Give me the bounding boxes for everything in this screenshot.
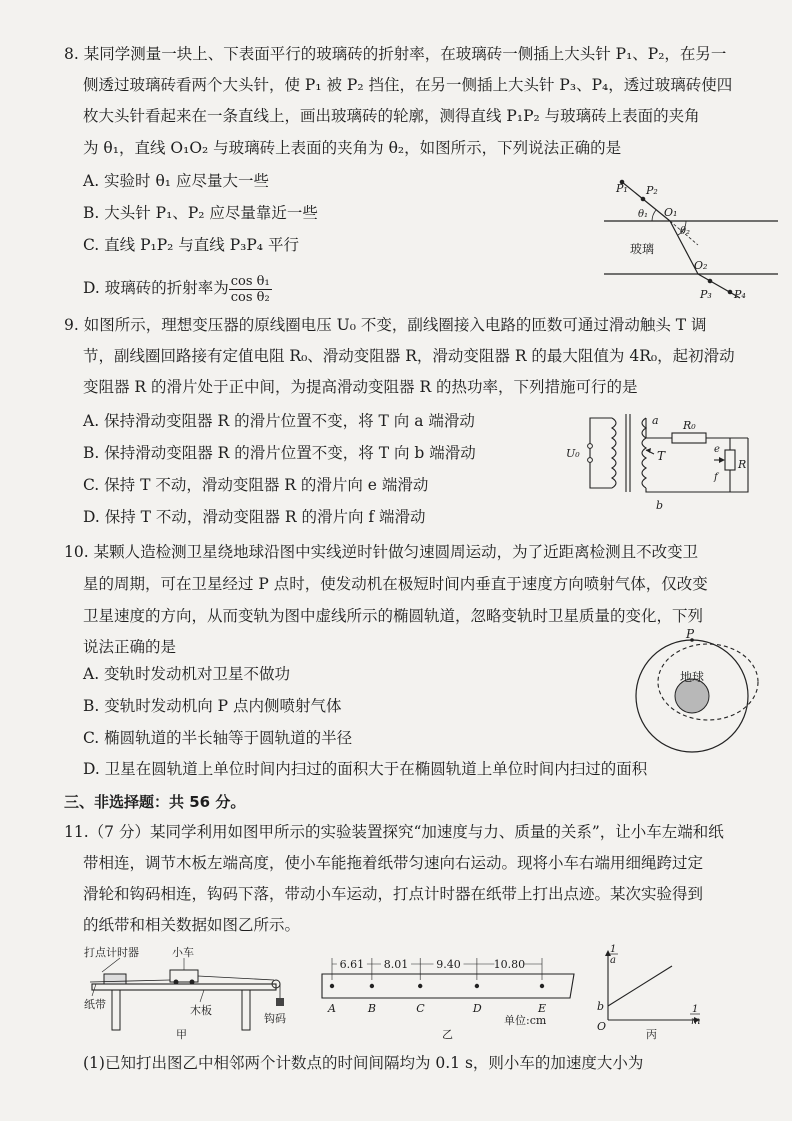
tape-point-label: E bbox=[538, 1002, 547, 1015]
q8-fig-o1: O₁ bbox=[664, 206, 678, 219]
q10-option-c: C. 椭圆轨道的半长轴等于圆轨道的半径 bbox=[83, 729, 353, 747]
q8-fig-theta1: θ₁ bbox=[638, 209, 649, 220]
q11-graph-origin: O bbox=[597, 1020, 607, 1033]
q8-option-d-fraction bbox=[229, 274, 272, 305]
q11-graph-ylabel-den: a bbox=[610, 955, 616, 966]
q9-option-c: C. 保持 T 不动，滑动变阻器 R 的滑片向 e 端滑动 bbox=[83, 476, 429, 494]
q8-fig-p3: P₃ bbox=[700, 288, 712, 301]
q11-fig-timer-label: 打点计时器 bbox=[84, 946, 139, 959]
q11-fig-jia-caption: 甲 bbox=[176, 1028, 187, 1041]
q9-line-1: 9. 如图所示，理想变压器的原线圈电压 U₀ 不变，副线圈接入电路的匝数可通过滑动触头 T 调 bbox=[64, 316, 707, 334]
q9-fig-b: b bbox=[656, 499, 664, 512]
q11-fig-weight-label: 钩码 bbox=[264, 1012, 286, 1025]
q11-fig-tape-label: 纸带 bbox=[84, 998, 106, 1011]
q9-fig-e: e bbox=[714, 444, 720, 455]
q11-graph-ylabel-num: 1 bbox=[610, 944, 617, 955]
q9-fig-r0: R₀ bbox=[683, 419, 696, 432]
q11-sub-question-1: (1)已知打出图乙中相邻两个计数点的时间间隔均为 0.1 s，则小车的加速度大小为 bbox=[83, 1054, 644, 1072]
q8-option-b: B. 大头针 P₁、P₂ 应尽量靠近一些 bbox=[83, 204, 318, 222]
tape-gap-label: 8.01 bbox=[383, 958, 409, 971]
q10-option-b: B. 变轨时发动机向 P 点内侧喷射气体 bbox=[83, 697, 342, 715]
q11-tape-caption: 乙 bbox=[442, 1028, 453, 1041]
q11-fig-car-label: 小车 bbox=[172, 946, 194, 959]
tape-gap-label: 10.80 bbox=[493, 958, 526, 971]
q8-fig-glass-label: 玻璃 bbox=[630, 242, 655, 256]
q9-line-3: 变阻器 R 的滑片处于正中间，为提高滑动变阻器 R 的热功率，下列措施可行的是 bbox=[83, 378, 638, 396]
q8-fig-p4: P₄ bbox=[734, 288, 746, 301]
q10-line-1: 10. 某颗人造检测卫星绕地球沿图中实线逆时针做匀速圆周运动，为了近距离检测且不改变卫 bbox=[64, 543, 699, 561]
q8-option-a: A. 实验时 θ₁ 应尽量大一些 bbox=[83, 172, 269, 190]
q8-option-d-denominator: cos θ₂ bbox=[230, 289, 270, 305]
tape-point-label: B bbox=[367, 1002, 376, 1015]
tape-dot bbox=[370, 984, 374, 988]
q8-line-4: 为 θ₁，直线 O₁O₂ 与玻璃砖上表面的夹角为 θ₂，如图所示，下列说法正确的是 bbox=[83, 139, 622, 157]
tape-dot bbox=[330, 984, 334, 988]
q10-line-3: 卫星速度的方向，从而变轨为图中虚线所示的椭圆轨道，忽略变轨时卫星质量的变化，下列 bbox=[83, 607, 704, 625]
q11-apparatus-figure-jia bbox=[84, 944, 294, 1040]
q8-fig-o2: O₂ bbox=[694, 259, 708, 272]
q11-line-3: 滑轮和钩码相连，钩码下落，带动小车运动，打点计时器在纸带上打出点迹。某次实验得到 bbox=[83, 885, 704, 903]
q11-tape-unit: 单位:cm bbox=[504, 1014, 547, 1027]
q11-graph-figure-bing bbox=[592, 940, 710, 1042]
q8-line-2: 侧透过玻璃砖看两个大头针，使 P₁ 被 P₂ 挡住，在另一侧插上大头针 P₃、P₄，透过玻璃砖使四 bbox=[83, 76, 733, 94]
q8-option-d bbox=[83, 270, 272, 306]
q8-fig-p2: P₂ bbox=[646, 184, 658, 197]
q9-option-b: B. 保持滑动变阻器 R 的滑片位置不变，将 T 向 b 端滑动 bbox=[83, 444, 476, 462]
q9-fig-r: R bbox=[738, 458, 747, 471]
tape-point-label: A bbox=[328, 1002, 336, 1015]
q11-fig-board-label: 木板 bbox=[190, 1004, 212, 1017]
q8-line-1: 8. 某同学测量一块上、下表面平行的玻璃砖的折射率，在玻璃砖一侧插上大头针 P₁、P₂，在另一 bbox=[64, 45, 727, 63]
q11-graph-b: b bbox=[597, 1000, 605, 1013]
tape-gap-label: 9.40 bbox=[436, 958, 461, 971]
q11-graph-xlabel-den: m bbox=[691, 1016, 701, 1027]
tape-point-label: C bbox=[416, 1002, 425, 1015]
q10-line-2: 星的周期，可在卫星经过 P 点时，使发动机在极短时间内垂直于速度方向喷射气体，仅改变 bbox=[83, 575, 708, 593]
q10-orbit-figure bbox=[628, 627, 770, 760]
q11-tape-figure-yi bbox=[318, 950, 580, 1042]
q8-option-d-numerator: cos θ₁ bbox=[230, 273, 270, 289]
q8-fig-p1: P₁ bbox=[616, 182, 628, 195]
q8-glass-refraction-figure bbox=[600, 170, 780, 305]
tape-gap-label: 6.61 bbox=[339, 958, 365, 971]
q9-fig-a: a bbox=[652, 414, 659, 427]
q8-option-c: C. 直线 P₁P₂ 与直线 P₃P₄ 平行 bbox=[83, 236, 299, 254]
tape-dot bbox=[418, 984, 422, 988]
q8-line-3: 枚大头针看起来在一条直线上，画出玻璃砖的轮廓，测得直线 P₁P₂ 与玻璃砖上表面的夹角 bbox=[83, 107, 700, 125]
q11-tape-gap-labels bbox=[332, 957, 542, 971]
q8-fig-theta2: θ₂ bbox=[680, 226, 691, 237]
q10-fig-earth: 地球 bbox=[680, 670, 705, 684]
q9-fig-t: T bbox=[657, 449, 666, 463]
q9-transformer-circuit-figure bbox=[562, 406, 762, 514]
q9-fig-u0: U₀ bbox=[566, 447, 580, 460]
q10-line-4: 说法正确的是 bbox=[83, 638, 177, 656]
q8-option-d-prefix: D. 玻璃砖的折射率为 bbox=[83, 279, 229, 297]
tape-dot bbox=[540, 984, 544, 988]
q11-line-2: 带相连，调节木板左端高度，使小车能拖着纸带匀速向右运动。现将小车右端用细绳跨过定 bbox=[83, 854, 704, 872]
q9-fig-f: f bbox=[714, 472, 718, 483]
q9-option-d: D. 保持 T 不动，滑动变阻器 R 的滑片向 f 端滑动 bbox=[83, 508, 426, 526]
q9-option-a: A. 保持滑动变阻器 R 的滑片位置不变，将 T 向 a 端滑动 bbox=[83, 412, 475, 430]
q10-fig-p: P bbox=[686, 627, 695, 641]
q9-line-2: 节，副线圈回路接有定值电阻 R₀、滑动变阻器 R，滑动变阻器 R 的最大阻值为 4R₀，起初滑动 bbox=[83, 347, 735, 365]
q11-graph-xlabel-num: 1 bbox=[692, 1004, 699, 1015]
q10-option-a: A. 变轨时发动机对卫星不做功 bbox=[83, 665, 291, 683]
tape-point-label: D bbox=[472, 1002, 482, 1015]
q11-line-1: 11.（7 分）某同学利用如图甲所示的实验装置探究“加速度与力、质量的关系”，让小车左端和纸 bbox=[64, 823, 724, 841]
section-3-heading: 三、非选择题：共 56 分。 bbox=[64, 793, 246, 811]
q11-graph-caption: 丙 bbox=[646, 1028, 657, 1041]
tape-dot bbox=[475, 984, 479, 988]
q11-line-4: 的纸带和相关数据如图乙所示。 bbox=[83, 916, 301, 934]
q10-option-d: D. 卫星在圆轨道上单位时间内扫过的面积大于在椭圆轨道上单位时间内扫过的面积 bbox=[83, 760, 648, 778]
